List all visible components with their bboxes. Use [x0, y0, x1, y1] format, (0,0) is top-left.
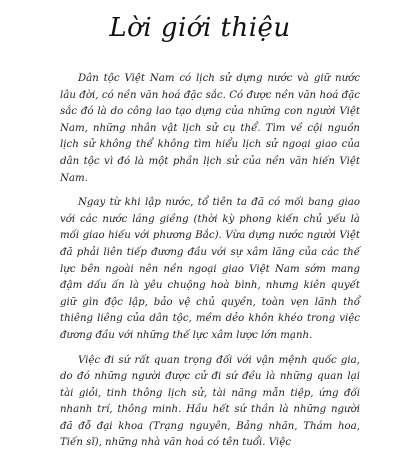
body-text — [60, 71, 360, 452]
paragraph: Việc đi sứ rất quan trọng đối với vận mệnh quốc gia, do đó những người được cử đi sứ đều là những quan lại tài giỏi, tinh thông lịch sử, tài năng mẫn tiệp, ứng đối nhanh trí, thông minh. Hầu hết sứ thần là những người đã đỗ đại khoa (Trạng nguyên, Bảng nhãn, Thám hoa, Tiến sĩ), những nhà văn hoá có tên tuổi. Việc — [60, 353, 360, 452]
paragraph: Ngay từ khi lập nước, tổ tiên ta đã có mối bang giao với các nước láng giềng (thời kỳ phong kiến chủ yếu là mối giao hiếu với phương Bắc). Vừa dựng nước người Việt đã phải liên tiếp đương đầu với sự xâm lăng của các thế lực bên ngoài nên nền ngoại giao Việt Nam sớm mang đậm dấu ấn là yêu chuộng hoà bình, nhưng kiên quyết giữ gìn độc lập, bảo vệ chủ quyền, toàn vẹn lãnh thổ thiêng liêng của dân tộc, mềm dẻo khôn khéo trong việc đương đầu với những thế lực xâm lược lớn mạnh. — [60, 195, 360, 344]
paragraph: Dân tộc Việt Nam có lịch sử dựng nước và giữ nước lâu đời, có nền văn hoá đặc sắc. Có được nền văn hoá đặc sắc đó là do công lao tạo dựng của những con người Việt Nam, những nhân vật lịch sử cụ thể. Tìm về cội nguồn lịch sử không thể không tìm hiểu lịch sử ngoại giao của dân tộc vì đó là một phần lịch sử của nền văn hiến Việt Nam. — [60, 71, 360, 187]
page-title: Lời giới thiệu — [0, 12, 400, 44]
